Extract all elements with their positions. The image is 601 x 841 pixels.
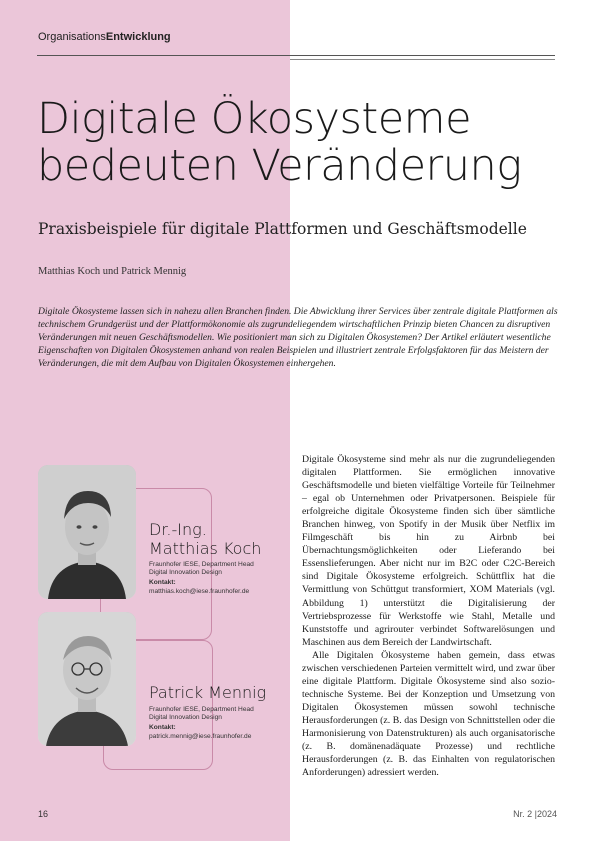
author-email[interactable]: matthias.koch@iese.fraunhofer.de bbox=[149, 587, 250, 595]
body-paragraph: Alle Digitalen Ökosysteme haben gemein, dass etwas zwischen verschiedenen Parteien vermittelt wird, und zwar über eine digitale Plattform. Digitale Ökosysteme sind also sozio-technische Systeme. Bei der Konzeption und Umsetzung von Digitalen Ökosystemen müssen sowohl technische Herausforderungen (z. B. das Design von Schnittstellen oder die Harmonisierung von Datenstrukturen) als auch organisatorische (z. B. domänenadäquate Prozesse) und rechtliche Herausforderungen (z. B. das Einhalten von regulatorischen Anforderungen) adressiert werden. bbox=[302, 649, 555, 779]
article-body bbox=[302, 453, 555, 779]
header-rule bbox=[37, 55, 555, 56]
section-header bbox=[38, 31, 171, 43]
article-authors: Matthias Koch und Patrick Mennig bbox=[38, 266, 187, 277]
author-name-koch bbox=[149, 520, 261, 558]
author-photo-mennig bbox=[38, 612, 136, 746]
article-title bbox=[37, 96, 522, 190]
title-line-1: Digitale Ökosysteme bbox=[37, 94, 472, 144]
page-number: 16 bbox=[38, 809, 49, 819]
author-name-mennig: Patrick Mennig bbox=[149, 683, 267, 702]
body-paragraph: Digitale Ökosysteme sind mehr als nur die zugrundeliegenden digitalen Plattformen. Sie ermöglichen innovative Geschäftsmodelle und bieten vielfältige Vorteile für Teilnehmer – egal ob Unternehmen oder Privatpersonen. Beispiele für erfolgreiche digitale Ökosysteme finden sich über sämtliche Branchen hinweg, von Spotify in der Musik über Netflix im Filmgeschäft bis hin zu Airbnb bei Übernachtungsmöglichkeiten oder Lieferando bei Essenslieferungen. Aber nicht nur im B2C oder C2C-Bereich sind Digitale Ökosysteme erfolgreich. Schüttflix hat die Vermittlung von Schüttgut transformiert, XOM Materials (vgl. Abbildung 1) unterstützt die Digitalisierung der Vertriebsprozesse für Werkstoffe wie Stahl, Metalle und Kunststoffe und agrirouter verbindet Softwarelösungen und Maschinen aus dem Bereich der Landwirtschaft. bbox=[302, 454, 555, 648]
title-line-2: bedeuten Veränderung bbox=[37, 141, 522, 191]
author-email[interactable]: patrick.mennig@iese.fraunhofer.de bbox=[149, 732, 252, 740]
affiliation-line: Digital Innovation Design bbox=[149, 569, 222, 577]
author-photo-koch bbox=[38, 465, 136, 599]
portrait-illustration bbox=[38, 612, 136, 746]
affiliation-line: Fraunhofer IESE, Department Head bbox=[149, 706, 254, 713]
contact-label: Kontakt: bbox=[149, 579, 176, 587]
affiliation-line: Digital Innovation Design bbox=[149, 714, 222, 722]
affiliation-line: Fraunhofer IESE, Department Head bbox=[149, 561, 254, 568]
header-rule-secondary bbox=[290, 59, 555, 60]
contact-label: Kontakt: bbox=[149, 724, 176, 732]
issue-label: Nr. 2 |2024 bbox=[513, 809, 557, 819]
author-name: Matthias Koch bbox=[149, 539, 262, 558]
section-bold: Entwicklung bbox=[105, 31, 171, 43]
article-lead: Digitale Ökosysteme lassen sich in nahezu allen Branchen finden. Die Abwicklung ihrer Services über zentrale digitale Plattformen als technischem Grundgerüst und der Plattformökonomie als zugrundeliegendem wirtschaftlichen Prinzip bieten Chancen zu disruptiven Veränderungen mit neuen Geschäftsmodellen. Wie positioniert man sich zu Digitalen Ökosystemen? Der Artikel erläutert wesentliche Eigenschaften von Digitalen Ökosystemen anhand von realen Beispielen und illustriert zentrale Erfolgsfaktoren für das Meistern der Veränderungen, die mit dem Aufbau von Digitalen Ökosystemen einhergehen. bbox=[38, 306, 558, 370]
section-prefix: Organisations bbox=[38, 31, 106, 43]
author-title: Dr.-Ing. bbox=[149, 520, 207, 539]
portrait-illustration bbox=[38, 465, 136, 599]
author-affiliation-koch bbox=[149, 561, 254, 596]
article-subtitle: Praxisbeispiele für digitale Plattformen und Geschäftsmodelle bbox=[38, 220, 527, 238]
author-affiliation-mennig bbox=[149, 706, 254, 741]
